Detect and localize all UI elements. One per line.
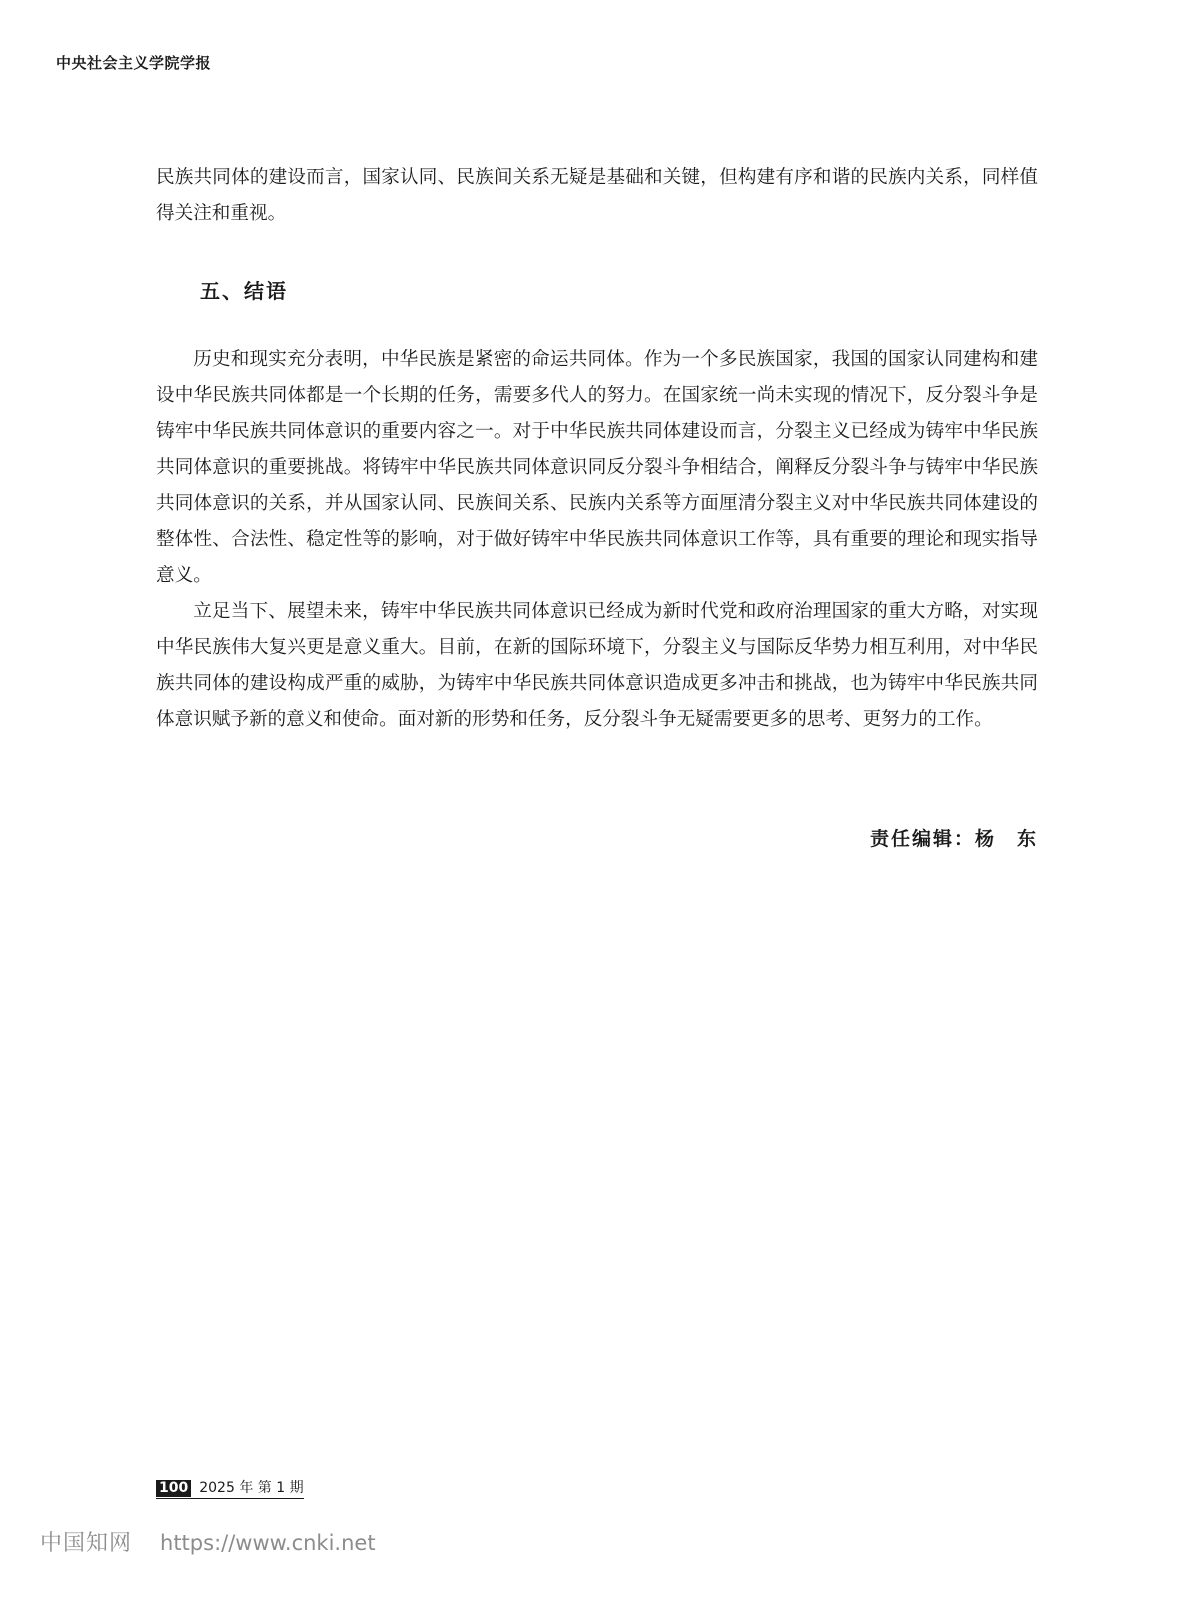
watermark-url: https://www.cnki.net [160, 1531, 376, 1555]
responsible-editor: 责任编辑：杨 东 [869, 828, 1038, 850]
page-folio [156, 1480, 304, 1499]
continued-paragraph: 民族共同体的建设而言，国家认同、民族间关系无疑是基础和关键，但构建有序和谐的民族内关系，同样值得关注和重视。 [156, 167, 1038, 224]
cnki-watermark [40, 1526, 376, 1557]
conclusion-paragraph-2: 立足当下、展望未来，铸牢中华民族共同体意识已经成为新时代党和政府治理国家的重大方略，对实现中华民族伟大复兴更是意义重大。目前，在新的国际环境下，分裂主义与国际反华势力相互利用，对中华民族共同体的建设构成严重的威胁，为铸牢中华民族共同体意识造成更多冲击和挑战，也为铸牢中华民族共同体意识赋予新的意义和使命。面对新的形势和任务，反分裂斗争无疑需要更多的思考、更努力的工作。 [156, 601, 1038, 730]
conclusion-paragraph-1: 历史和现实充分表明，中华民族是紧密的命运共同体。作为一个多民族国家，我国的国家认同建构和建设中华民族共同体都是一个长期的任务，需要多代人的努力。在国家统一尚未实现的情况下，反分裂斗争是铸牢中华民族共同体意识的重要内容之一。对于中华民族共同体建设而言，分裂主义已经成为铸牢中华民族共同体意识的重要挑战。将铸牢中华民族共同体意识同反分裂斗争相结合，阐释反分裂斗争与铸牢中华民族共同体意识的关系，并从国家认同、民族间关系、民族内关系等方面厘清分裂主义对中华民族共同体建设的整体性、合法性、稳定性等的影响，对于做好铸牢中华民族共同体意识工作等，具有重要的理论和现实指导意义。 [156, 349, 1038, 586]
watermark-name: 中国知网 [40, 1531, 133, 1556]
journal-running-head: 中央社会主义学院学报 [56, 54, 212, 72]
section-heading: 五、结语 [200, 279, 288, 303]
page-number: 100 [156, 1480, 191, 1497]
issue-label: 2025 年 第 1 期 [199, 1480, 304, 1496]
continued-text-block [156, 160, 1038, 232]
conclusion-text-block [156, 342, 1038, 738]
